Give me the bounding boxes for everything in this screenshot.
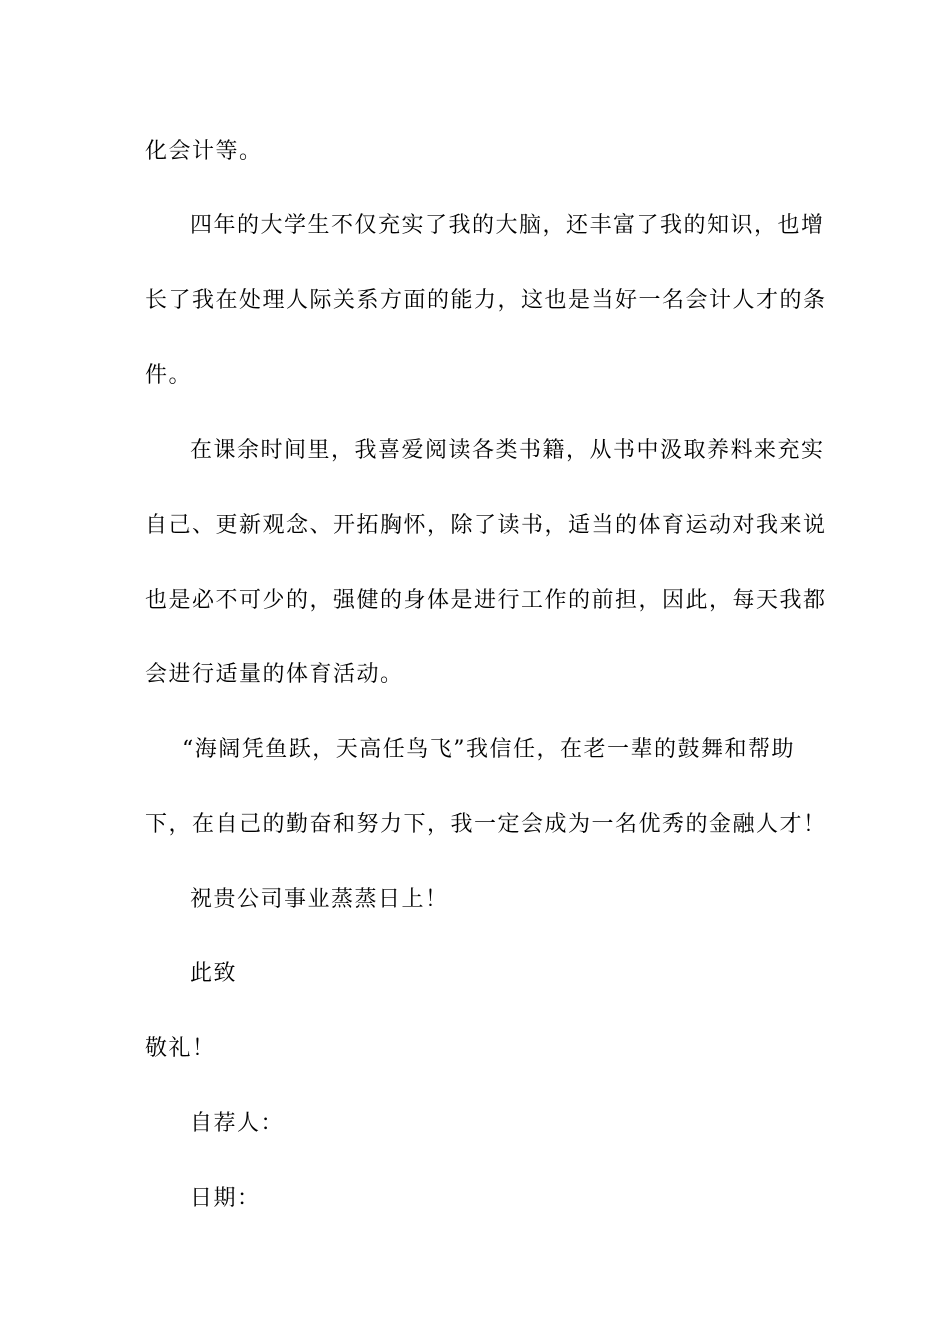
text-line: 敬礼！ [145, 1036, 216, 1061]
text-line: 自己、更新观念、开拓胸怀，除了读书，适当的体育运动对我来说 [145, 513, 827, 538]
text-line: “海阔凭鱼跃，天高任鸟飞”我信任，在老一辈的鼓舞和帮助 [182, 737, 795, 762]
text-line: 祝贵公司事业蒸蒸日上！ [190, 887, 449, 912]
text-line: 此致 [190, 961, 238, 986]
text-line: 日期： [190, 1186, 261, 1211]
text-line: 长了我在处理人际关系方面的能力，这也是当好一名会计人才的条 [145, 288, 827, 313]
text-line: 自荐人： [190, 1111, 285, 1136]
text-line: 会进行适量的体育活动。 [145, 662, 404, 687]
text-line: 下，在自己的勤奋和努力下，我一定会成为一名优秀的金融人才！ [145, 812, 827, 837]
text-line: 件。 [145, 363, 193, 388]
text-line: 化会计等。 [145, 139, 263, 164]
text-line: 四年的大学生不仅充实了我的大脑，还丰富了我的知识，也增 [190, 213, 825, 238]
text-line: 也是必不可少的，强健的身体是进行工作的前担，因此，每天我都 [145, 588, 827, 613]
text-line: 在课余时间里，我喜爱阅读各类书籍，从书中汲取养料来充实 [190, 438, 825, 463]
